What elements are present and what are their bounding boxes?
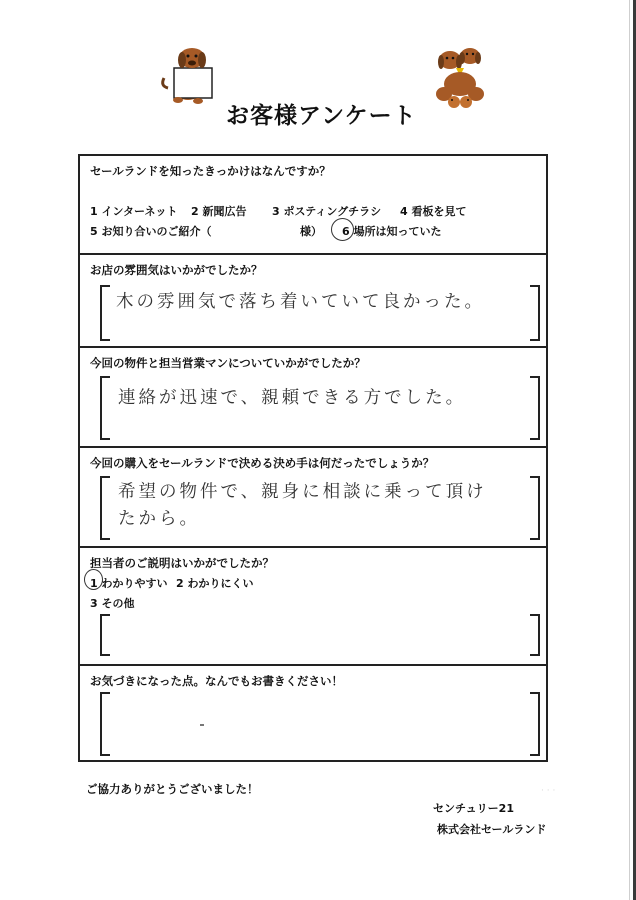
handwritten-answer-atmosphere: 木の雰囲気で落ち着いていて良かった。: [116, 292, 485, 312]
option-referral: 5 お知り合いのご紹介（: [90, 225, 212, 238]
question-deciding-factor: 今回の購入をセールランドで決める決め手は何だったでしょうか？: [90, 456, 435, 470]
company-name: 株式会社セールランド: [437, 823, 547, 836]
scan-edge-line: [629, 0, 630, 900]
handwritten-answer-staff: 連絡が迅速で、親頼できる方でした。: [118, 388, 467, 408]
question-staff: 今回の物件と担当営業マンについていかがでしたか？: [90, 356, 366, 370]
answer-bracket-right: [530, 285, 540, 341]
question-comments: お気づきになった点。なんでもお書きください！: [90, 674, 343, 688]
page-title: お客様アンケート: [226, 103, 417, 130]
section-comments: [80, 666, 546, 760]
mascot-dogs-group: [430, 42, 490, 110]
answer-bracket-left: [100, 614, 110, 656]
mascot-dog-with-sign: [158, 42, 226, 108]
option-flyer: 3 ポスティングチラシ: [272, 205, 382, 218]
answer-bracket-right: [530, 614, 540, 656]
faint-bleed-through: · · ·: [541, 786, 556, 796]
answer-bracket-right: [530, 376, 540, 440]
company-brand: センチュリー21: [433, 802, 514, 815]
option-difficult: 2 わかりにくい: [176, 577, 254, 590]
thanks-message: ご協力ありがとうございました！: [86, 782, 259, 796]
answer-bracket-left: [100, 376, 110, 440]
question-explanation: 担当者のご説明はいかがでしたか？: [90, 556, 274, 570]
selected-answer-circle: [84, 569, 103, 590]
option-signboard: 4 看板を見て: [400, 205, 467, 218]
option-referral-suffix: 様）: [300, 225, 322, 238]
survey-form: [78, 154, 548, 762]
answer-bracket-left: [100, 285, 110, 341]
option-easy: 1 わかりやすい: [90, 577, 168, 590]
answer-bracket-left: [100, 476, 110, 540]
option-other: 3 その他: [90, 597, 135, 610]
answer-bracket-right: [530, 476, 540, 540]
section-explanation: [80, 548, 546, 666]
section-deciding-factor: [80, 448, 546, 548]
question-how-found: セールランドを知ったきっかけはなんですか？: [90, 164, 331, 178]
question-atmosphere: お店の雰囲気はいかがでしたか？: [90, 263, 263, 277]
selected-answer-circle: [331, 218, 354, 241]
option-knew-location: 6 場所は知っていた: [342, 225, 442, 238]
handwritten-answer-line-1: 希望の物件で、親身に相談に乗って頂け: [118, 482, 487, 502]
answer-bracket-right: [530, 692, 540, 756]
pen-mark: [200, 724, 204, 726]
answer-bracket-left: [100, 692, 110, 756]
option-internet: 1 インターネット: [90, 205, 178, 218]
section-staff: [80, 348, 546, 448]
section-atmosphere: [80, 255, 546, 348]
section-how-found: [80, 156, 546, 255]
handwritten-answer-line-2: たから。: [118, 509, 200, 529]
option-newspaper: 2 新聞広告: [191, 205, 247, 218]
